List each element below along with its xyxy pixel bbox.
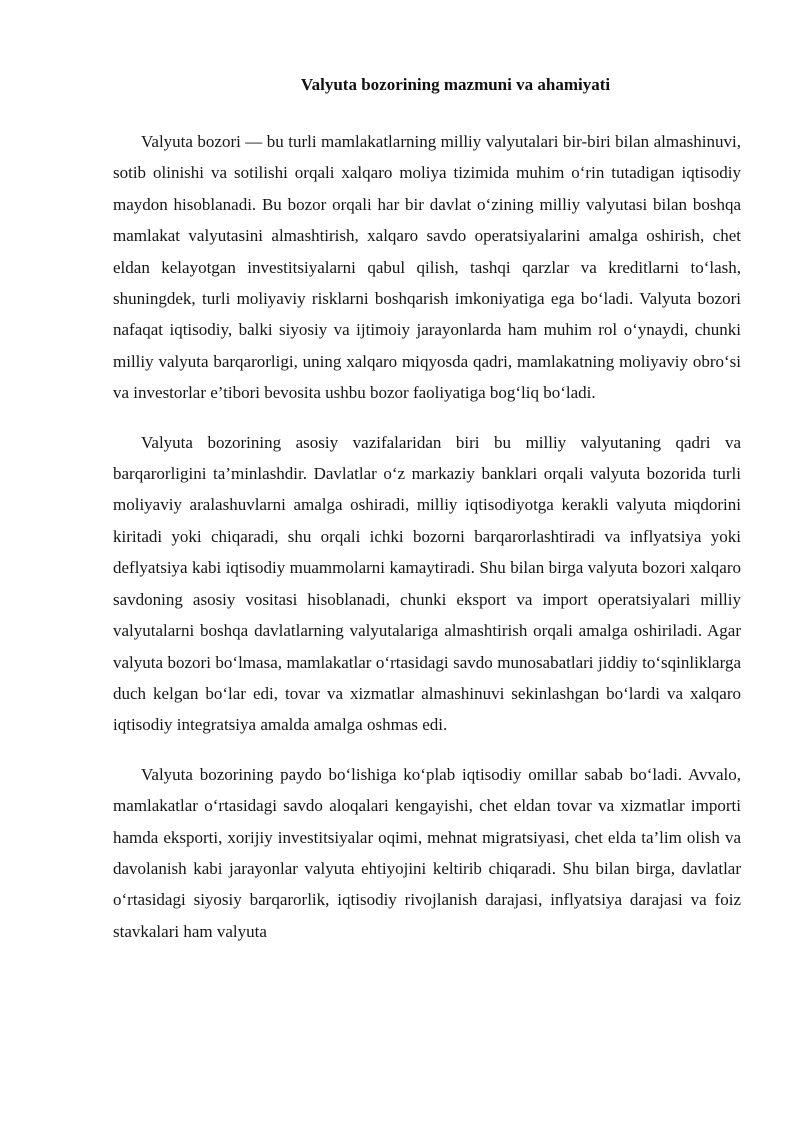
paragraph-3: Valyuta bozorining paydo bo‘lishiga ko‘plab iqtisodiy omillar sabab bo‘ladi. Avvalo, mamlakatlar o‘rtasidagi savdo aloqalari kengayishi, chet eldan tovar va xizmatlar importi hamda eksporti, xorijiy investitsiyalar oqimi, mehnat migratsiyasi, chet elda ta’lim olish va davolanish kabi jarayonlar valyuta ehtiyojini keltirib chiqaradi. Shu bilan birga, davlatlar o‘rtasidagi siyosiy barqarorlik, iqtisodiy rivojlanish darajasi, inflyatsiya darajasi va foiz stavkalari ham valyuta <box>113 764 741 941</box>
document-title: Valyuta bozorining mazmuni va ahamiyati <box>300 75 611 94</box>
paragraph-1: Valyuta bozori — bu turli mamlakatlarning milliy valyutalari bir-biri bilan almashinuvi, sotib olinishi va sotilishi orqali xalqaro moliya tizimida muhim o‘rin tutadigan iqtisodiy maydon hisoblanadi. Bu bozor orqali har bir davlat o‘zining milliy valyutasi bilan boshqa mamlakat valyutasini almashtirish, xalqaro savdo operatsiyalarini amalga oshirish, chet eldan kelayotgan investitsiyalarni qabul qilish, tashqi qarzlar va kreditlarni to‘lash, shuningdek, turli moliyaviy risklarni boshqarish imkoniyatiga ega bo‘ladi. Valyuta bozori nafaqat iqtisodiy, balki siyosiy va ijtimoiy jarayonlarda ham muhim rol o‘ynaydi, chunki milliy valyuta barqarorligi, uning xalqaro miqyosda qadri, mamlakatning moliyaviy obro‘si va investorlar e’tibori bevosita ushbu bozor faoliyatiga bog‘liq bo‘ladi. <box>113 132 741 403</box>
paragraph-2: Valyuta bozorining asosiy vazifalaridan biri bu milliy valyutaning qadri va barqarorligini ta’minlashdir. Davlatlar o‘z markaziy banklari orqali valyuta bozorida turli moliyaviy aralashuvlarni amalga oshiradi, milliy iqtisodiyotga kerakli valyuta miqdorini kiritadi yoki chiqaradi, shu orqali ichki bozorni barqarorlashtiradi va inflyatsiya yoki deflyatsiya kabi iqtisodiy muammolarni kamaytiradi. Shu bilan birga valyuta bozori xalqaro savdoning asosiy vositasi hisoblanadi, chunki eksport va import operatsiyalari milliy valyutalarni boshqa davlatlarning valyutalariga almashtirish orqali amalga oshiriladi. Agar valyuta bozori bo‘lmasa, mamlakatlar o‘rtasidagi savdo munosabatlari jiddiy to‘sqinliklarga duch kelgan bo‘lar edi, tovar va xizmatlar almashinuvi sekinlashgan bo‘lardi va xalqaro iqtisodiy integratsiya amalda amalga oshmas edi. <box>113 432 741 735</box>
document-body <box>113 126 741 965</box>
